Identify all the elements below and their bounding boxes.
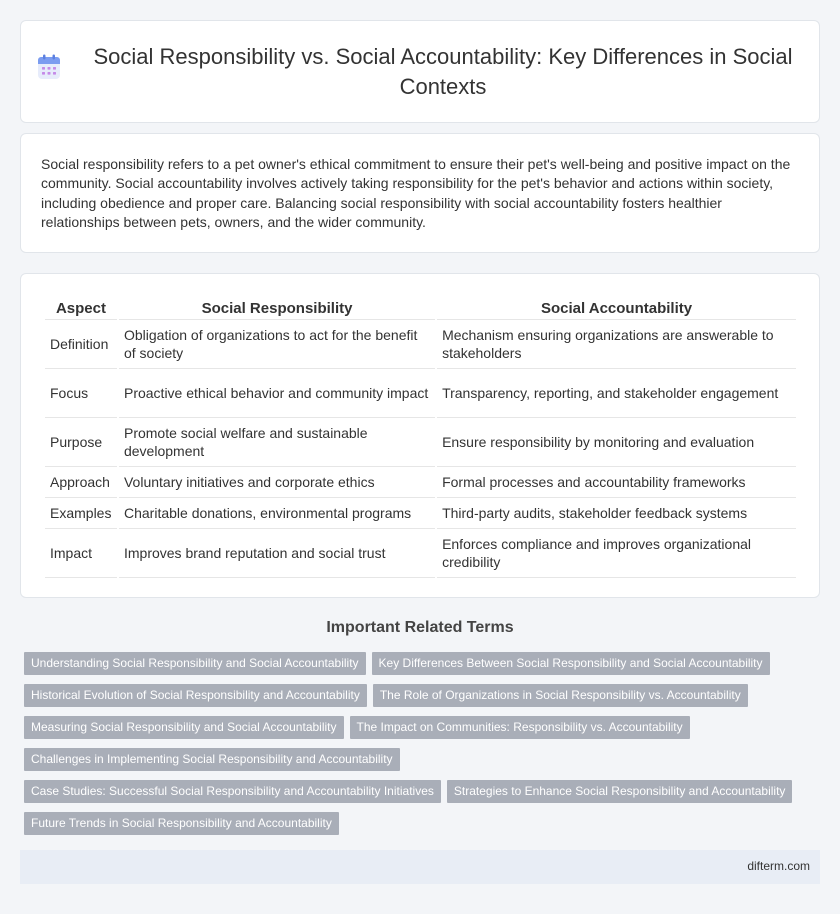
- column-header: Aspect: [45, 296, 117, 320]
- column-header: Social Responsibility: [119, 296, 435, 320]
- table-row: [45, 418, 796, 467]
- aspect-cell: Impact: [45, 529, 117, 578]
- related-term-link[interactable]: Strategies to Enhance Social Responsibility and Accountability: [447, 780, 793, 803]
- header-card: [20, 20, 820, 123]
- table-row: [45, 498, 796, 529]
- related-term-link[interactable]: Historical Evolution of Social Responsibility and Accountability: [24, 684, 367, 707]
- responsibility-cell: Voluntary initiatives and corporate ethics: [119, 467, 435, 498]
- related-term-link[interactable]: Future Trends in Social Responsibility and Accountability: [24, 812, 339, 835]
- responsibility-cell: Charitable donations, environmental programs: [119, 498, 435, 529]
- table-header-row: [45, 296, 796, 320]
- related-term-link[interactable]: Key Differences Between Social Responsibility and Social Accountability: [372, 652, 770, 675]
- accountability-cell: Enforces compliance and improves organizational credibility: [437, 529, 796, 578]
- site-name[interactable]: difterm.com: [747, 859, 810, 873]
- accountability-cell: Ensure responsibility by monitoring and evaluation: [437, 418, 796, 467]
- related-terms-list: [24, 652, 816, 835]
- comparison-table: [43, 296, 798, 578]
- related-term-link[interactable]: Measuring Social Responsibility and Social Accountability: [24, 716, 344, 739]
- related-term-link[interactable]: The Role of Organizations in Social Responsibility vs. Accountability: [373, 684, 748, 707]
- page-title: Social Responsibility vs. Social Accountability: Key Differences in Social Contexts: [93, 43, 793, 99]
- aspect-cell: Definition: [45, 320, 117, 369]
- intro-card: [20, 133, 820, 253]
- related-term-link[interactable]: Challenges in Implementing Social Responsibility and Accountability: [24, 748, 400, 771]
- table-row: [45, 529, 796, 578]
- table-row: [45, 467, 796, 498]
- related-terms-heading: Important Related Terms: [326, 619, 514, 636]
- column-header: Social Accountability: [437, 296, 796, 320]
- responsibility-cell: Proactive ethical behavior and community impact: [119, 369, 435, 418]
- related-term-link[interactable]: Understanding Social Responsibility and Social Accountability: [24, 652, 366, 675]
- responsibility-cell: Improves brand reputation and social trust: [119, 529, 435, 578]
- aspect-cell: Focus: [45, 369, 117, 418]
- aspect-cell: Approach: [45, 467, 117, 498]
- intro-paragraph: Social responsibility refers to a pet owner's ethical commitment to ensure their pet's well-being and positive impact on the community. Social accountability involves actively taking responsibility for the pet's behavior and actions within society, including obedience and proper care. Balancing social responsibility with social accountability fosters healthier relationships between pets, owners, and the wider community.: [41, 156, 791, 231]
- aspect-cell: Examples: [45, 498, 117, 529]
- accountability-cell: Mechanism ensuring organizations are answerable to stakeholders: [437, 320, 796, 369]
- table-row: [45, 320, 796, 369]
- table-row: [45, 369, 796, 418]
- accountability-cell: Transparency, reporting, and stakeholder engagement: [437, 369, 796, 418]
- responsibility-cell: Obligation of organizations to act for the benefit of society: [119, 320, 435, 369]
- calendar-icon: [37, 54, 61, 80]
- comparison-card: [20, 273, 820, 598]
- related-term-link[interactable]: The Impact on Communities: Responsibility vs. Accountability: [350, 716, 690, 739]
- aspect-cell: Purpose: [45, 418, 117, 467]
- accountability-cell: Third-party audits, stakeholder feedback systems: [437, 498, 796, 529]
- accountability-cell: Formal processes and accountability frameworks: [437, 467, 796, 498]
- related-term-link[interactable]: Case Studies: Successful Social Responsibility and Accountability Initiatives: [24, 780, 441, 803]
- footer-bar: [20, 850, 820, 884]
- responsibility-cell: Promote social welfare and sustainable development: [119, 418, 435, 467]
